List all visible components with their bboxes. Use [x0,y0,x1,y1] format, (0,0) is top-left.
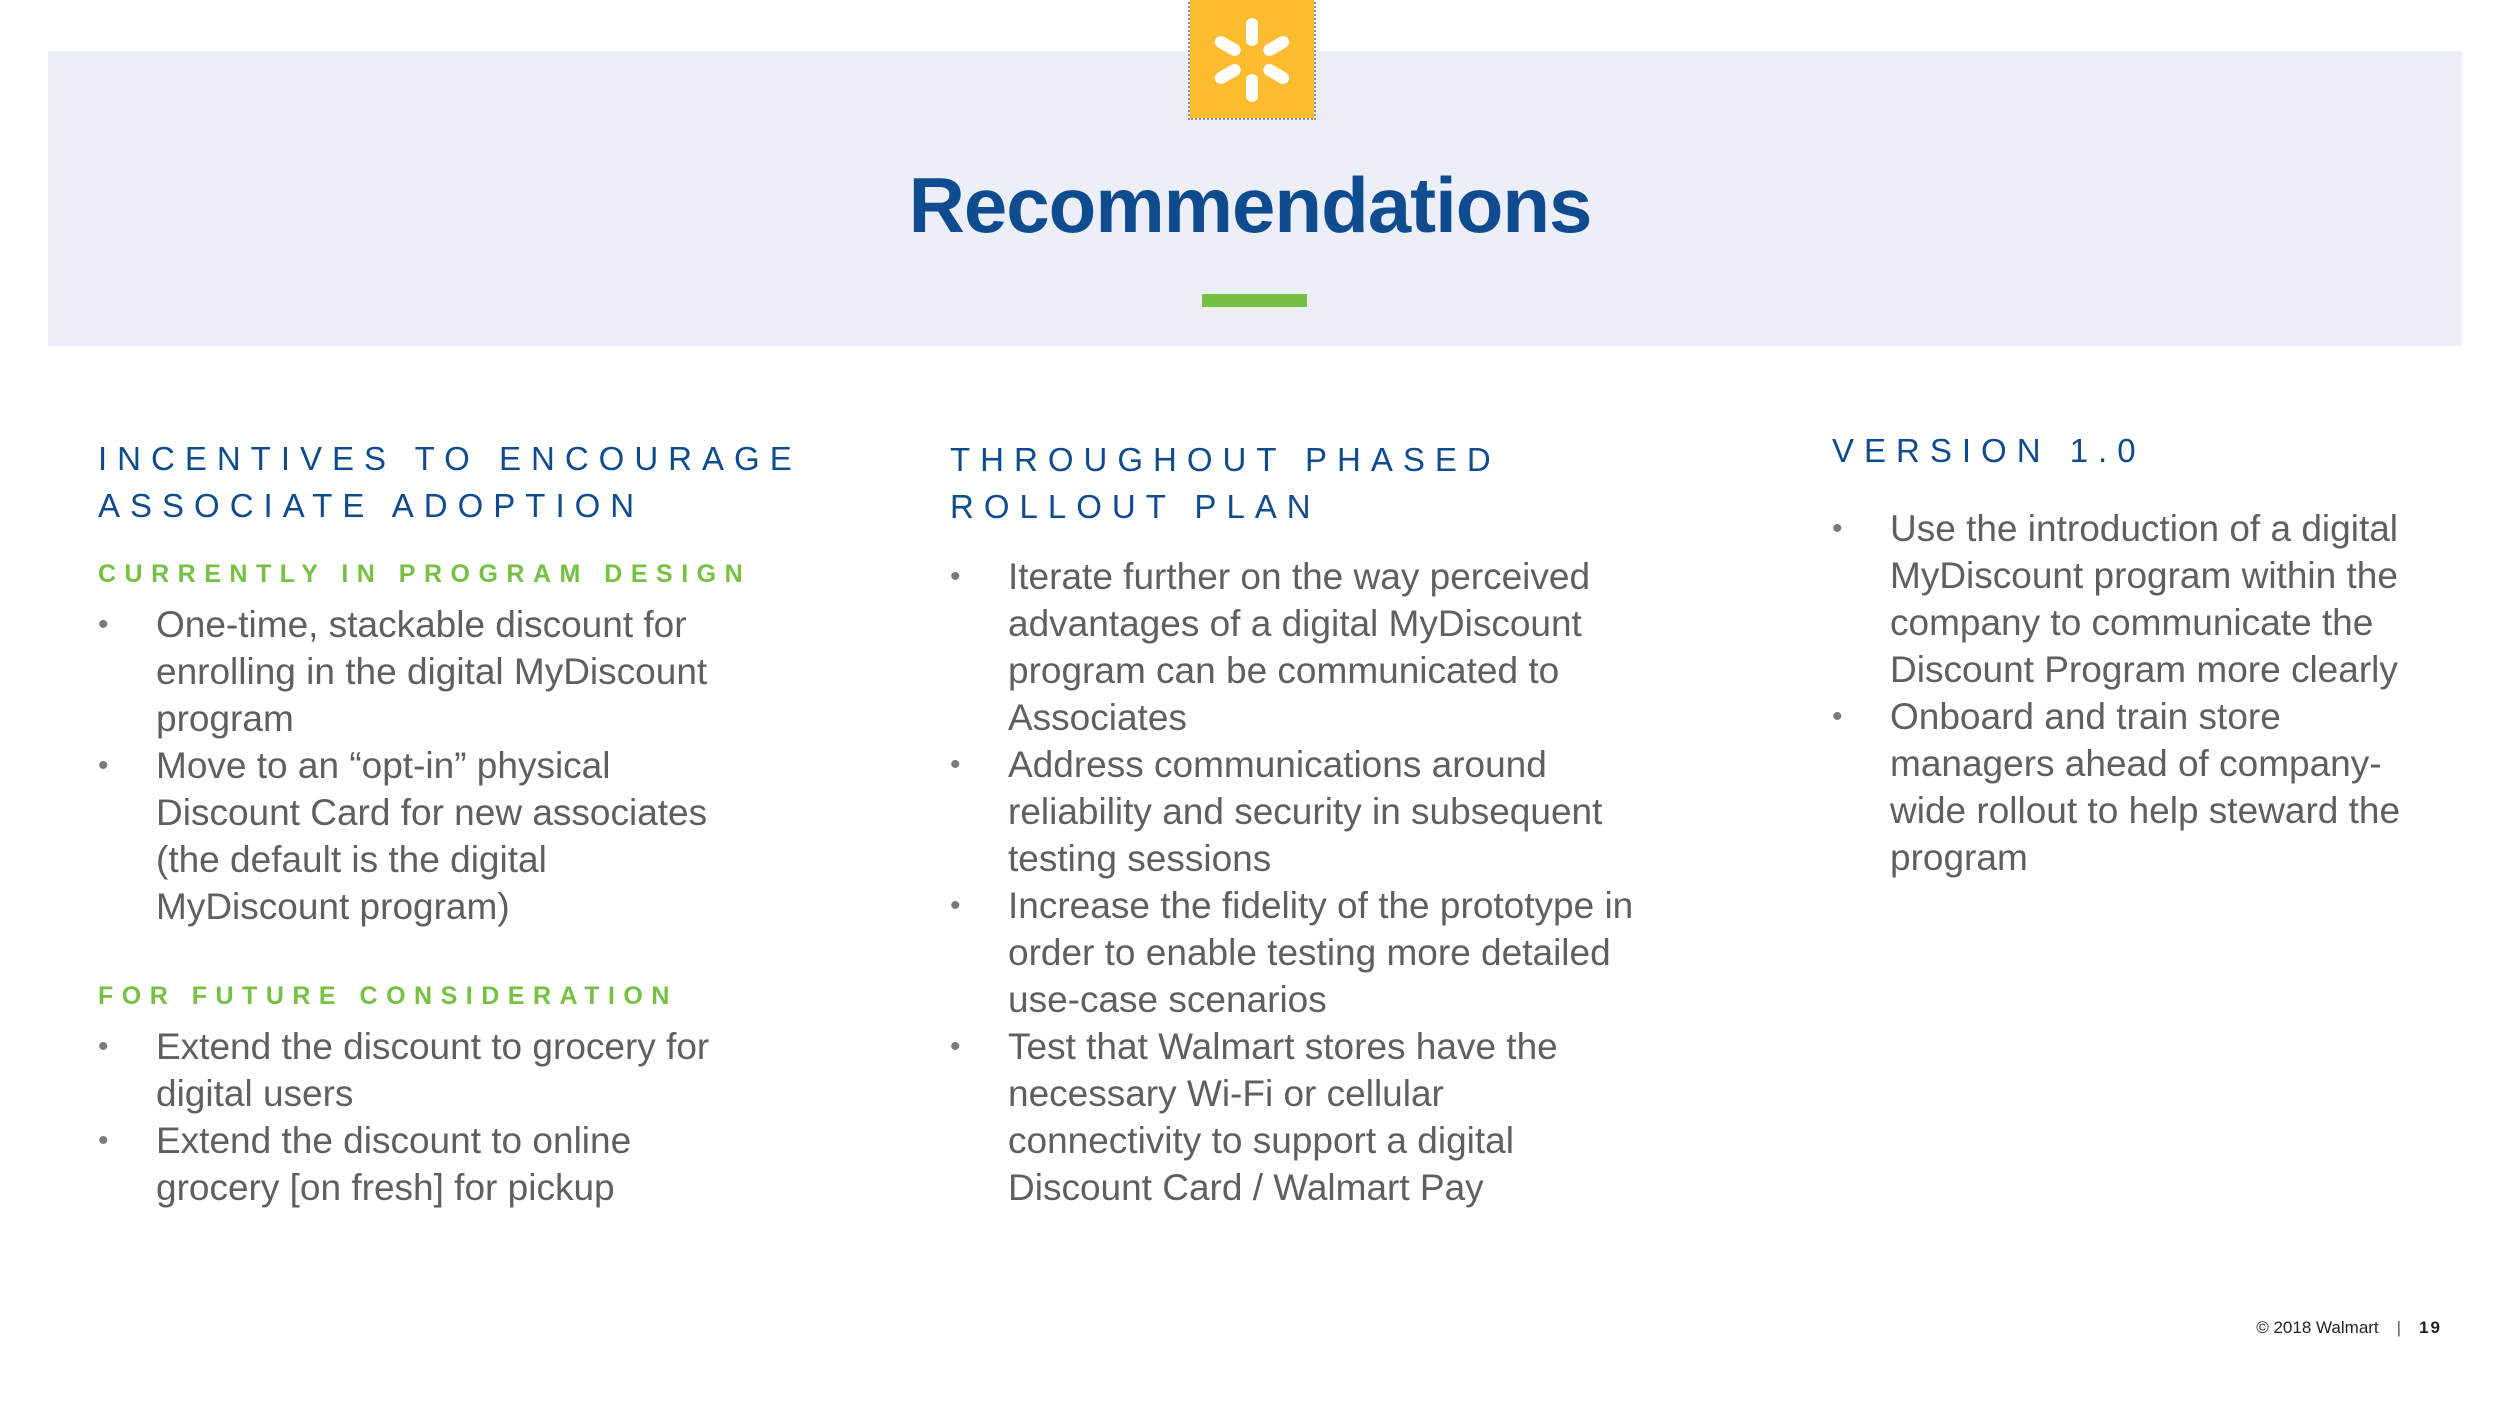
section-heading-line: ASSOCIATE ADOPTION [98,487,645,524]
footer [2256,1318,2442,1338]
list-item: • Test that Walmart stores have the necessary Wi-Fi or cellular connectivity to support a digital Discount Card / Walmart Pay [950,1023,1640,1211]
section-heading-line: ROLLOUT PLAN [950,488,1321,525]
bullet-list-rollout [950,553,1640,1211]
page-number: 19 [2419,1318,2442,1337]
list-item: • Extend the discount to online grocery [on fresh] for pickup [98,1117,738,1211]
walmart-spark-icon [1190,0,1314,118]
section-heading-line: INCENTIVES TO ENCOURAGE [98,440,802,477]
list-item: • Move to an “opt-in” physical Discount Card for new associates (the default is the digital MyDiscount program) [98,742,738,930]
list-item: • Increase the fidelity of the prototype in order to enable testing more detailed use-case scenarios [950,882,1640,1023]
title-underline [1202,294,1307,307]
list-item: • Extend the discount to grocery for digital users [98,1023,738,1117]
list-item: • One-time, stackable discount for enrolling in the digital MyDiscount program [98,601,738,742]
list-item: • Use the introduction of a digital MyDiscount program within the company to communicate the Discount Program more clearly [1832,505,2432,693]
bullet-list-future [98,1023,738,1211]
section-heading-version [1832,427,2146,474]
bullet-list-version [1832,505,2432,881]
section-heading-line: THROUGHOUT PHASED [950,441,1501,478]
section-heading-line: VERSION 1.0 [1832,432,2146,469]
footer-separator: | [2396,1318,2402,1337]
list-item: • Iterate further on the way perceived advantages of a digital MyDiscount program can be communicated to Associates [950,553,1640,741]
list-item: • Address communications around reliability and security in subsequent testing sessions [950,741,1640,882]
sub-heading-currently: CURRENTLY IN PROGRAM DESIGN [98,560,752,588]
page-title: Recommendations [908,161,1592,249]
section-heading-incentives [98,435,802,529]
copyright-text: © 2018 Walmart [2256,1318,2379,1337]
sub-heading-future: FOR FUTURE CONSIDERATION [98,982,678,1010]
spark-icon-graphic [1190,0,1314,118]
list-item: • Onboard and train store managers ahead of company-wide rollout to help steward the program [1832,693,2432,881]
bullet-list-currently [98,601,738,930]
section-heading-rollout [950,436,1501,530]
